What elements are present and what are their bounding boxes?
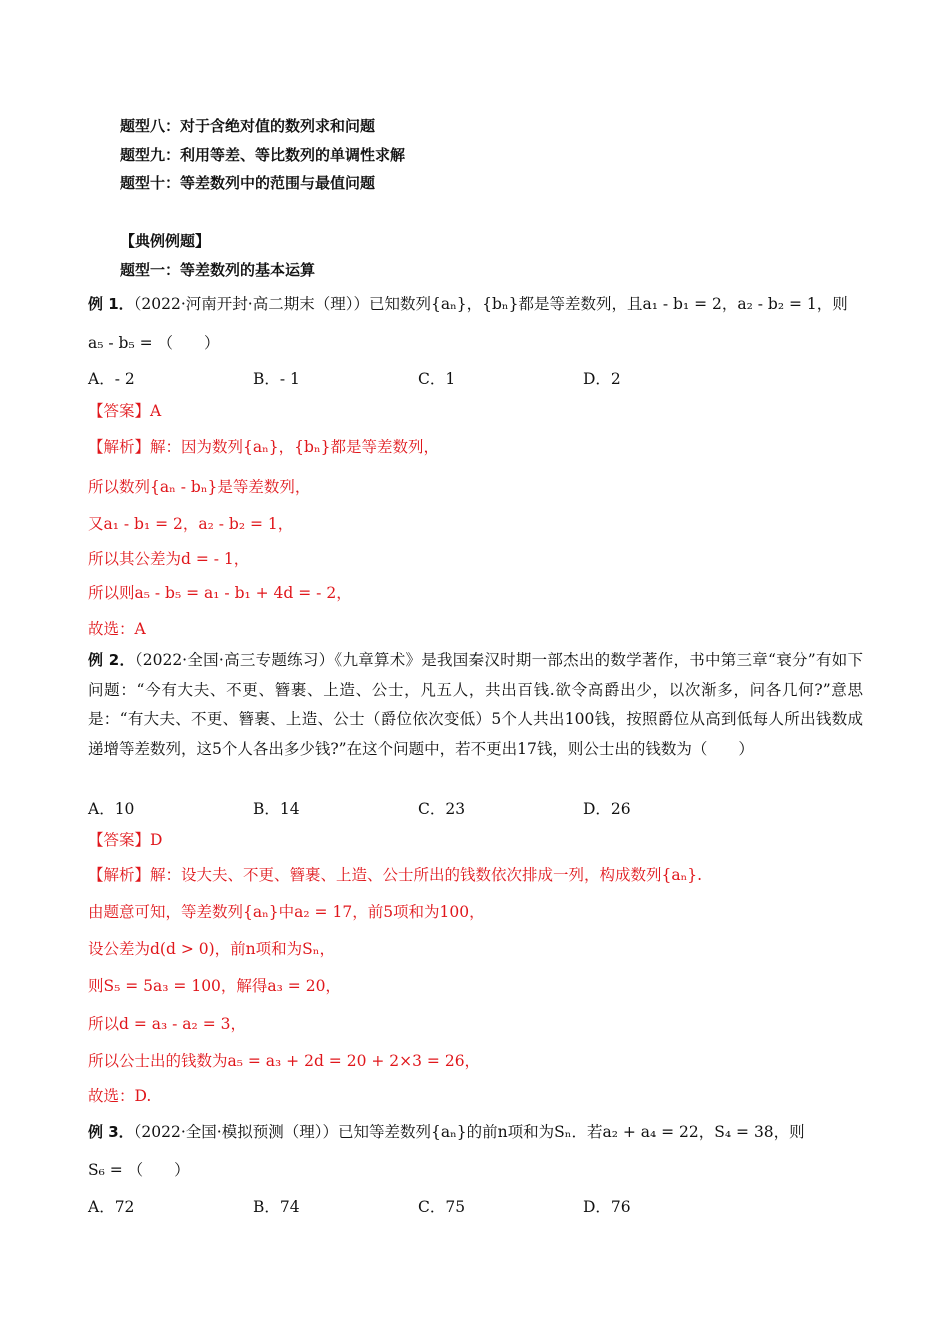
type-title: 题型一：等差数列的基本运算 <box>120 261 316 279</box>
ex1-option-a: A．- 2 <box>88 370 135 388</box>
ex3-stem-text: （2022·全国·模拟预测（理））已知等差数列{aₙ}的前n项和为Sₙ．若a₂ + a₄ = 22，S₄ = 38，则 <box>133 1123 805 1141</box>
ex1-analysis-5: 所以则a₅ - b₅ = a₁ - b₁ + 4d = - 2， <box>88 584 352 602</box>
ex3-option-b: B．74 <box>253 1198 300 1216</box>
ex1-option-d: D．2 <box>583 370 621 388</box>
toc-item-9: 题型九：利用等差、等比数列的单调性求解 <box>120 146 406 164</box>
ex2-analysis-2: 由题意可知，等差数列{aₙ}中a₂ = 17，前5项和为100， <box>88 903 485 921</box>
toc-item-10: 题型十：等差数列中的范围与最值问题 <box>120 174 376 192</box>
ex1-stem-text: （2022·河南开封·高二期末（理））已知数列{aₙ}，{bₙ}都是等差数列，且a₁ - b₁ = 2，a₂ - b₂ = 1，则 <box>133 295 848 313</box>
ex2-analysis-1: 【解析】解：设大夫、不更、簪裹、上造、公士所出的钱数依次排成一列，构成数列{aₙ}. <box>88 866 703 884</box>
ex1-stem-line2: a₅ - b₅ = （ ） <box>88 334 220 352</box>
ex2-analysis-4: 则S₅ = 5a₃ = 100，解得a₃ = 20， <box>88 977 341 995</box>
ex1-option-c: C．1 <box>418 370 456 388</box>
ex3-label: 例 3． <box>88 1123 134 1141</box>
ex3-option-d: D．76 <box>583 1198 631 1216</box>
ex2-answer: 【答案】D <box>88 831 163 849</box>
ex1-analysis-3: 又a₁ - b₁ = 2，a₂ - b₂ = 1， <box>88 515 294 533</box>
ex2-option-b: B．14 <box>253 800 300 818</box>
ex1-analysis-2: 所以数列{aₙ - bₙ}是等差数列， <box>88 478 311 496</box>
ex2-analysis-6: 所以公士出的钱数为a₅ = a₃ + 2d = 20 + 2×3 = 26， <box>88 1052 481 1070</box>
ex2-option-a: A．10 <box>88 800 135 818</box>
ex3-stem-line2: S₆ = （ ） <box>88 1161 190 1179</box>
ex3-option-c: C．75 <box>418 1198 466 1216</box>
ex1-stem-line1 <box>88 293 848 315</box>
ex1-label: 例 1． <box>88 295 134 313</box>
ex2-stem <box>88 646 863 764</box>
ex2-stem-text: （2022·全国·高三专题练习）《九章算术》是我国秦汉时期一部杰出的数学著作，书中第三章“衰分”有如下问题：“今有大夫、不更、簪裹、上造、公士，凡五人，共出百钱.欲令高爵出少，以次渐多，问各几何?”意思是：“有大夫、不更、簪裹、上造、公士（爵位依次变低）5个人共出100钱，按照爵位从高到低每人所出钱数成递增等差数列，这5个人各出多少钱?”在这个问题中，若不更出17钱，则公士出的钱数为（ ） <box>88 651 863 758</box>
ex2-analysis-5: 所以d = a₃ - a₂ = 3， <box>88 1015 246 1033</box>
ex1-option-b: B．- 1 <box>253 370 300 388</box>
ex1-analysis-6: 故选：A <box>88 620 146 638</box>
ex1-analysis-4: 所以其公差为d = - 1， <box>88 550 250 568</box>
ex2-label: 例 2． <box>88 651 135 669</box>
ex1-answer: 【答案】A <box>88 402 162 420</box>
ex3-stem-line1 <box>88 1121 805 1143</box>
ex1-analysis-1: 【解析】解：因为数列{aₙ}，{bₙ}都是等差数列， <box>88 438 440 456</box>
ex2-option-c: C．23 <box>418 800 466 818</box>
toc-item-8: 题型八：对于含绝对值的数列求和问题 <box>120 117 376 135</box>
ex2-analysis-7: 故选：D. <box>88 1087 152 1105</box>
ex2-option-d: D．26 <box>583 800 631 818</box>
ex2-analysis-3: 设公差为d(d > 0)，前n项和为Sₙ， <box>88 940 335 958</box>
ex3-option-a: A．72 <box>88 1198 135 1216</box>
section-title: 【典例例题】 <box>120 232 211 250</box>
